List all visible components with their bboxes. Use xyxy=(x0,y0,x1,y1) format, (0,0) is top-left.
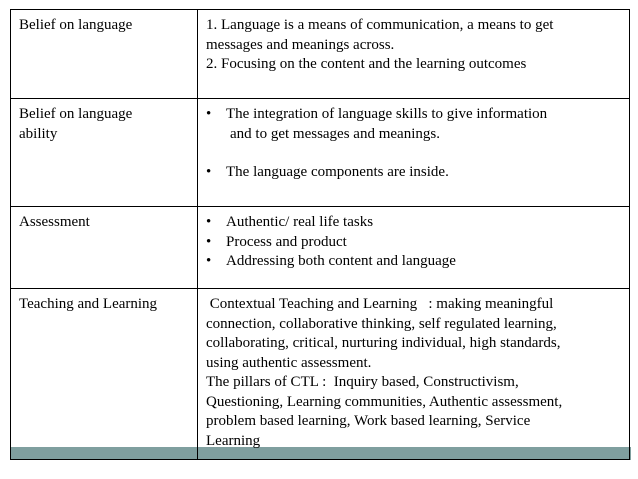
row-label-text: Assessment xyxy=(19,214,90,230)
bullet-list xyxy=(206,105,623,183)
content-line: The pillars of CTL : Inquiry based, Constructivism, xyxy=(206,374,519,390)
bullet-icon: • xyxy=(206,106,212,122)
list-item xyxy=(206,163,623,183)
row-label-text: Teaching and Learning xyxy=(19,296,158,312)
content-line: 2. Focusing on the content and the learning outcomes xyxy=(206,56,527,72)
row-label-text: Belief on language xyxy=(19,106,133,122)
bullet-icon: • xyxy=(206,214,212,230)
row-content-teaching-and-learning xyxy=(198,289,630,460)
bullet-text: The language components are inside. xyxy=(226,164,449,180)
bullet-text: and to get messages and meanings. xyxy=(230,125,440,142)
list-item xyxy=(206,213,623,233)
row-label-text: Belief on language xyxy=(19,17,133,33)
row-content-assessment xyxy=(198,207,630,289)
table-row xyxy=(11,99,630,207)
content-line: using authentic assessment. xyxy=(206,354,372,371)
content-line: collaborating, critical, nurturing individual, high standards, xyxy=(206,335,561,351)
content-line: connection, collaborative thinking, self regulated learning, xyxy=(206,315,557,332)
content-line: problem based learning, Work based learning, Service xyxy=(206,413,531,429)
bullet-text: Process and product xyxy=(226,233,347,250)
table-row xyxy=(11,10,630,99)
content-line: 1. Language is a means of communication, a means to get xyxy=(206,17,554,33)
row-label-assessment xyxy=(11,207,198,289)
list-item xyxy=(206,252,623,272)
content-line: Learning xyxy=(206,432,261,449)
row-content-belief-on-language-ability xyxy=(198,99,630,207)
list-item xyxy=(206,233,623,253)
bullet-list xyxy=(206,213,623,272)
content-line: messages and meanings across. xyxy=(206,36,395,53)
row-content-belief-on-language xyxy=(198,10,630,99)
content-line: Questioning, Learning communities, Authentic assessment, xyxy=(206,393,563,410)
bullet-icon: • xyxy=(206,164,212,180)
bullet-text: Authentic/ real life tasks xyxy=(226,214,374,230)
content-table xyxy=(10,9,630,460)
bullet-text: The integration of language skills to give information xyxy=(226,106,548,122)
bullet-icon: • xyxy=(206,233,212,250)
row-label-text: ability xyxy=(19,125,58,142)
table-row xyxy=(11,207,630,289)
bullet-text: Addressing both content and language xyxy=(226,253,456,269)
list-item xyxy=(206,105,623,144)
content-line: Contextual Teaching and Learning : making meaningful xyxy=(206,296,554,312)
row-label-belief-on-language xyxy=(11,10,198,99)
row-label-teaching-and-learning xyxy=(11,289,198,460)
bullet-icon: • xyxy=(206,253,212,269)
table-row xyxy=(11,289,630,460)
row-label-belief-on-language-ability xyxy=(11,99,198,207)
